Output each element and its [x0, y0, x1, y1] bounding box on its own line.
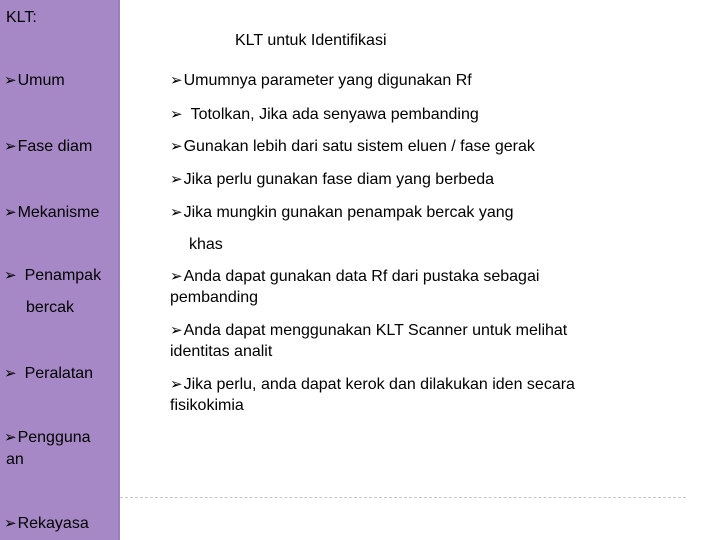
arrow-bullet-icon: ➢ — [170, 72, 183, 89]
arrow-bullet-icon: ➢ — [170, 322, 183, 339]
arrow-bullet-icon: ➢ — [170, 268, 183, 285]
sidebar-item-penampak — [4, 265, 101, 286]
main-item-kerok — [170, 374, 690, 416]
main-item-penampak-bercak — [170, 202, 514, 223]
arrow-bullet-icon: ➢ — [4, 429, 17, 446]
sidebar-item-rekayasa — [4, 513, 89, 534]
sidebar-item-label: Pengguna — [17, 429, 91, 446]
main-item-text: Totolkan, Jika ada senyawa pembanding — [190, 106, 479, 123]
arrow-bullet-icon: ➢ — [170, 106, 183, 123]
main-item-umumnya — [170, 70, 472, 91]
page-title: KLT untuk Identifikasi — [235, 32, 387, 49]
arrow-bullet-icon: ➢ — [170, 171, 183, 188]
sidebar-item-mekanisme — [4, 202, 99, 223]
sidebar-item-label: Fase diam — [17, 138, 93, 155]
arrow-bullet-icon: ➢ — [4, 204, 17, 221]
arrow-bullet-icon: ➢ — [170, 376, 183, 393]
main-item-data-rf — [170, 266, 690, 308]
arrow-bullet-icon: ➢ — [170, 204, 183, 221]
main-item-totolkan — [170, 104, 479, 125]
sidebar-item-label: Peralatan — [24, 365, 94, 382]
main-item-text: Umumnya parameter yang digunakan Rf — [183, 72, 472, 89]
arrow-bullet-icon: ➢ — [4, 138, 17, 155]
main-item-continuation: identitas analit — [170, 343, 273, 360]
arrow-bullet-icon: ➢ — [170, 138, 183, 155]
main-item-text: Anda dapat menggunakan KLT Scanner untuk melihat — [183, 322, 568, 339]
main-item-fase-diam-berbeda — [170, 169, 494, 190]
sidebar-item-label: Umum — [17, 72, 65, 89]
arrow-bullet-icon: ➢ — [4, 515, 17, 532]
sidebar-item-pengguna-line2: an — [6, 451, 24, 468]
main-item-khas: khas — [189, 236, 223, 253]
sidebar-item-label: Rekayasa — [17, 515, 89, 532]
sidebar-item-pengguna — [4, 427, 91, 448]
main-item-text: Jika perlu gunakan fase diam yang berbeda — [183, 171, 495, 188]
sidebar-item-peralatan — [4, 363, 93, 384]
sidebar-item-label: Penampak — [24, 267, 102, 284]
main-item-continuation: pembanding — [170, 289, 259, 306]
main-item-gunakan-eluen — [170, 136, 535, 157]
sidebar-item-umum — [4, 70, 65, 91]
arrow-bullet-icon: ➢ — [4, 72, 17, 89]
main-item-klt-scanner — [170, 320, 690, 362]
main-item-text: Jika perlu, anda dapat kerok dan dilakukan iden secara — [183, 376, 575, 393]
arrow-bullet-icon: ➢ — [4, 267, 17, 284]
main-item-text: Anda dapat gunakan data Rf dari pustaka sebagai — [183, 268, 540, 285]
sidebar-item-fase-diam — [4, 136, 92, 157]
main-item-text: Gunakan lebih dari satu sistem eluen / fase gerak — [183, 138, 535, 155]
sidebar-item-label: Mekanisme — [17, 204, 100, 221]
corner-label: KLT: — [6, 9, 37, 26]
dashed-divider — [120, 497, 686, 498]
main-item-continuation: fisikokimia — [170, 397, 244, 414]
arrow-bullet-icon: ➢ — [4, 365, 17, 382]
sidebar-divider — [118, 0, 120, 540]
main-item-text: Jika mungkin gunakan penampak bercak yang — [183, 204, 514, 221]
sidebar-item-penampak-line2: bercak — [26, 299, 75, 316]
